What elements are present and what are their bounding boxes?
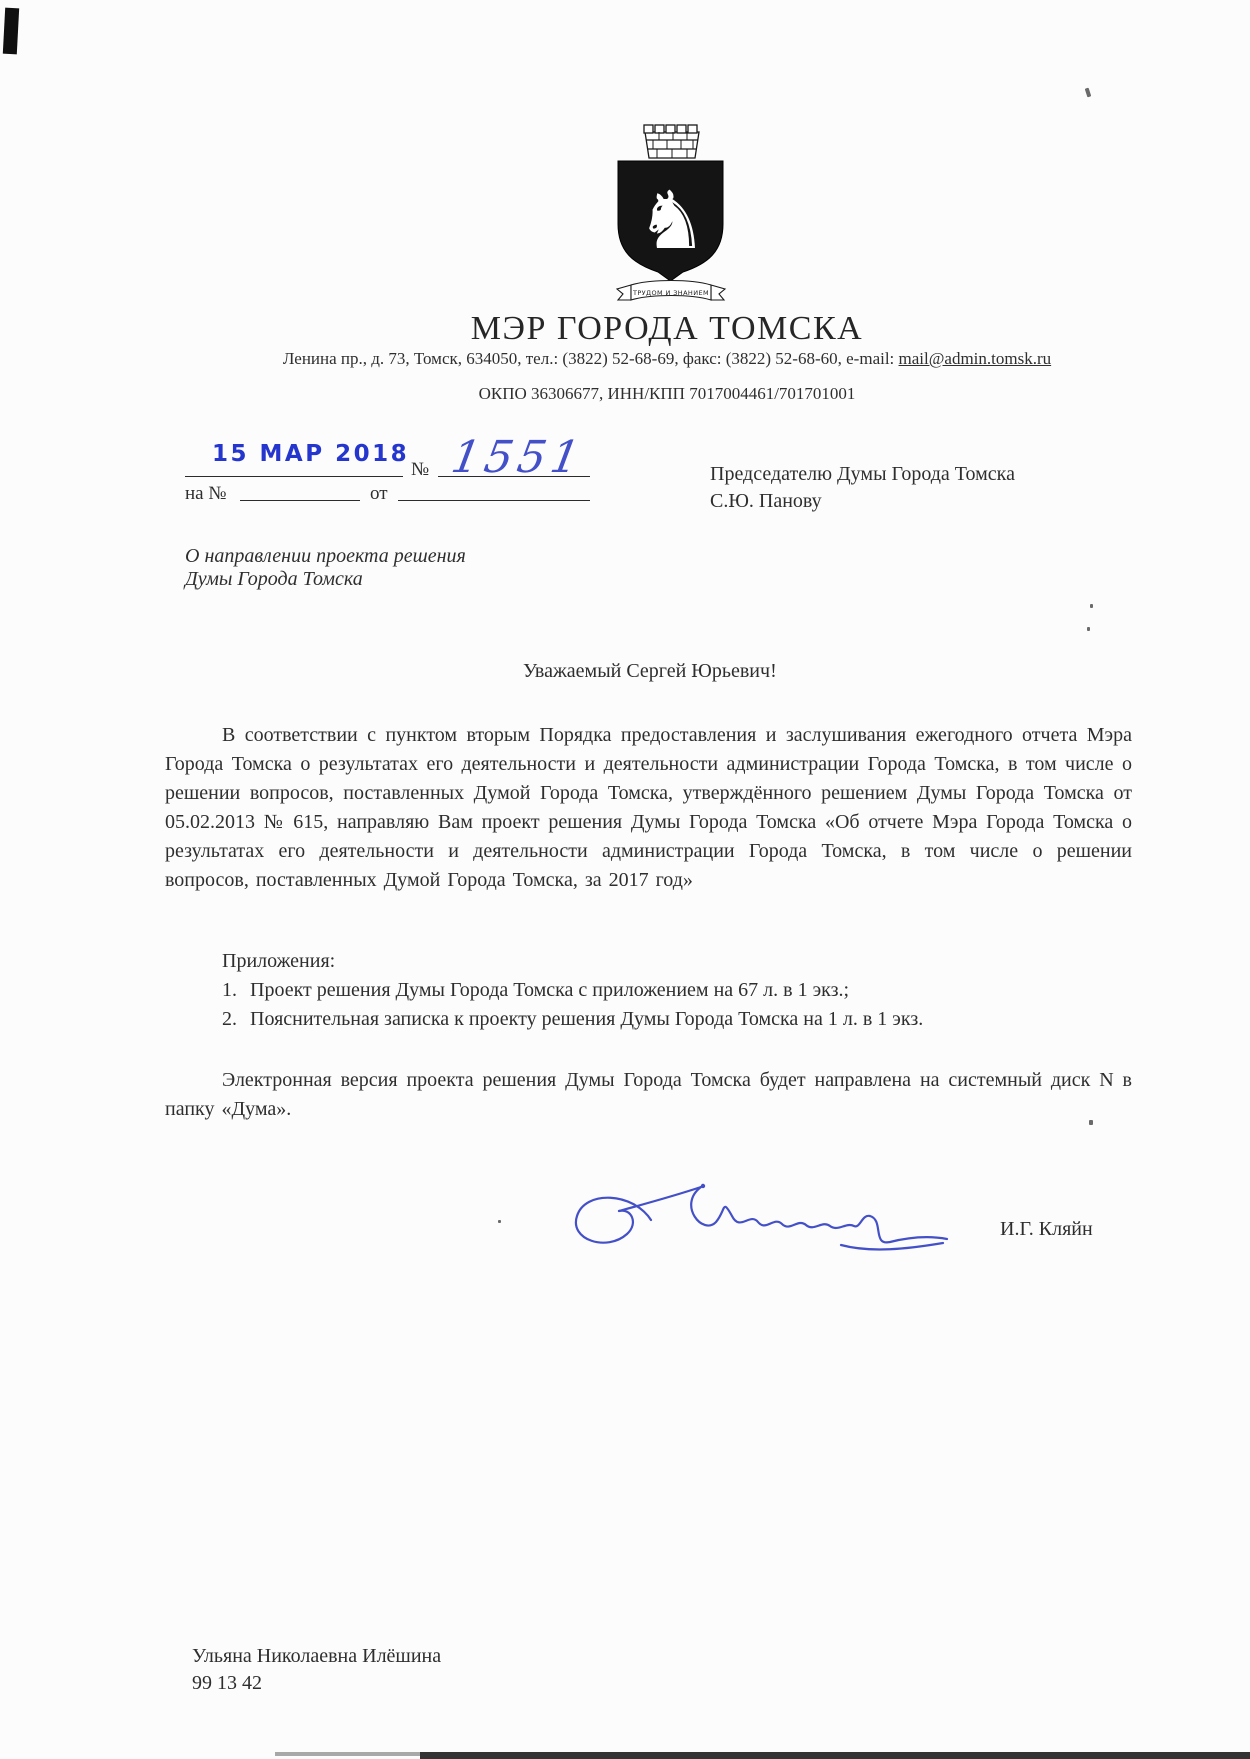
- attachment-item: [222, 1008, 923, 1031]
- reply-date-label: от: [370, 483, 388, 504]
- org-email: mail@admin.tomsk.ru: [898, 349, 1052, 368]
- recipient-block: [710, 461, 1015, 515]
- number-underline: [438, 476, 590, 477]
- horse-icon: ♞: [636, 174, 708, 267]
- org-address: [167, 349, 1167, 369]
- date-underline: [185, 476, 403, 477]
- attachment-text: Пояснительная записка к проекту решения Думы Города Томска на 1 л. в 1 экз.: [250, 1008, 924, 1030]
- tomsk-coat-of-arms: [615, 124, 727, 308]
- recipient-line1: Председателю Думы Города Томска: [710, 463, 1015, 485]
- scan-corner-artifact: [3, 8, 19, 55]
- outgoing-number-handwritten: 1551: [447, 432, 589, 483]
- salutation: Уважаемый Сергей Юрьевич!: [523, 660, 777, 682]
- subject-block: [185, 545, 466, 591]
- mural-crown-icon: [644, 125, 699, 158]
- signer-name: И.Г. Кляйн: [1000, 1218, 1093, 1240]
- scan-speck: [1085, 88, 1092, 98]
- reply-date-underline: [398, 500, 590, 501]
- scan-speck: [1087, 627, 1090, 631]
- org-title: МЭР ГОРОДА ТОМСКА: [470, 310, 864, 347]
- scan-speck: [498, 1220, 501, 1223]
- attachment-item: [222, 979, 849, 1002]
- reply-number-underline: [240, 500, 360, 501]
- contact-name: Ульяна Николаевна Илёшина: [192, 1645, 442, 1667]
- attachment-number: 2.: [222, 1008, 237, 1030]
- number-sign: №: [411, 459, 430, 480]
- reply-number-label: на №: [185, 483, 227, 504]
- attachment-number: 1.: [222, 979, 237, 1001]
- org-address-text: Ленина пр., д. 73, Томск, 634050, тел.: (3822) 52-68-69, факс: (3822) 52-68-60, e-mail:: [282, 349, 899, 368]
- scan-strip-light: [275, 1752, 425, 1756]
- body-paragraph-1: В соответствии с пунктом вторым Порядка предоставления и заслушивания ежегодного отчета Мэра Города Томска о результатах его деятельности и деятельности администрации Города Томска, в том числе о решении вопросов, поставленных Думой Города Томска, утверждённого решением Думы Города Томска от 05.02.2013 № 615, направляю Вам проект решения Думы Города Томска «Об отчете Мэра Города Томска о результатах его деятельности и деятельности администрации Города Томска, в том числе о решении вопросов, поставленных Думой Города Томска, за 2017 год»: [165, 724, 1132, 891]
- scan-speck: [1090, 604, 1093, 608]
- signature-scribble: [555, 1178, 955, 1263]
- date-stamp: 15 МАР 2018: [212, 441, 410, 467]
- subject-line2: Думы Города Томска: [185, 568, 363, 590]
- recipient-line2: С.Ю. Панову: [710, 490, 822, 512]
- body-paragraph-2: Электронная версия проекта решения Думы Города Томска будет направлена на системный диск N в папку «Дума».: [165, 1069, 1132, 1120]
- scan-strip-dark: [420, 1752, 1250, 1759]
- attachments-label: Приложения:: [222, 950, 336, 972]
- contact-phone: 99 13 42: [192, 1672, 262, 1694]
- subject-line1: О направлении проекта решения: [185, 545, 466, 567]
- motto-text: ТРУДОМ И ЗНАНИЕМ: [632, 289, 710, 297]
- attachment-text: Проект решения Думы Города Томска с приложением на 67 л. в 1 экз.;: [250, 979, 850, 1001]
- org-registration: ОКПО 36306677, ИНН/КПП 7017004461/701701001: [478, 384, 856, 403]
